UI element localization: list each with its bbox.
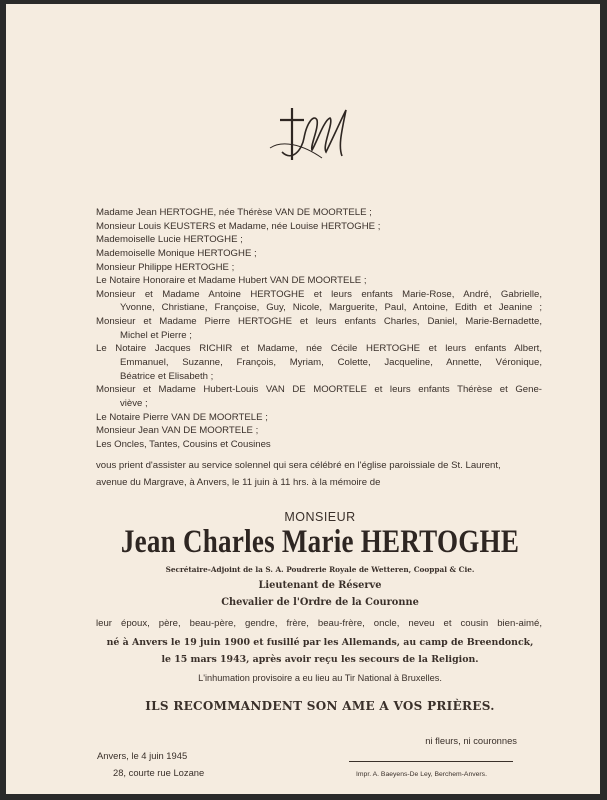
family-line: Les Oncles, Tantes, Cousins et Cousines [96,438,271,450]
honorific: MONSIEUR [284,510,356,524]
family-line: Monsieur et Madame Hubert-Louis VAN DE MOORTELE et leurs enfants Thérèse et Gene- [96,384,542,396]
invitation-line: avenue du Margrave, à Anvers, le 11 juin à 11 hrs. à la mémoire de [96,477,381,488]
family-line: Monsieur Louis KEUSTERS et Madame, née Louise HERTOGHE ; [96,220,381,232]
deceased-name: Jean Charles Marie HERTOGHE [120,524,520,560]
family-line: Le Notaire Honoraire et Madame Hubert VAN DE MOORTELE ; [96,275,367,287]
invitation-line: vous prient d'assister au service solennel qui sera célébré en l'église paroissiale de St. Laurent, [96,460,501,471]
family-line: Mademoiselle Lucie HERTOGHE ; [96,234,243,246]
cross-monogram-icon [262,100,352,170]
family-line: Monsieur et Madame Antoine HERTOGHE et leurs enfants Marie-Rose, André, Gabrielle, [96,288,542,300]
family-line: Béatrice et Elisabeth ; [120,370,214,382]
burial-line: L'inhumation provisoire a eu lieu au Tir National à Bruxelles. [198,673,442,683]
no-flowers-note: ni fleurs, ni couronnes [425,735,517,746]
family-line: Monsieur et Madame Pierre HERTOGHE et leurs enfants Charles, Daniel, Marie-Bernadette, [96,316,542,328]
family-line: Monsieur Philippe HERTOGHE ; [96,261,235,273]
family-line: Emmanuel, Suzanne, François, Myriam, Colette, Jacqueline, Annette, Véronique, [120,357,542,369]
family-line: Michel et Pierre ; [120,329,192,341]
date-line: Anvers, le 4 juin 1945 [97,750,188,761]
printer-credit: Impr. A. Baeyens-De Ley, Berchem-Anvers. [356,771,487,778]
family-line: Le Notaire Jacques RICHIR et Madame, née Cécile HERTOGHE et leurs enfants Albert, [96,343,542,355]
death-line: le 15 mars 1943, après avoir reçu les secours de la Religion. [161,654,479,665]
relation-line: leur époux, père, beau-père, gendre, frère, beau-frère, oncle, neveu et cousin bien-aimé, [96,618,542,629]
divider [349,761,513,762]
invitation [96,457,542,491]
family-line: Yvonne, Christiane, Françoise, Guy, Nicole, Marguerite, Paul, Antoine, Edith et Jeanine ; [120,302,542,314]
family-line: Le Notaire Pierre VAN DE MOORTELE ; [96,411,268,423]
deceased-honour: Chevalier de l'Ordre de la Couronne [221,597,419,608]
family-line: Monsieur Jean VAN DE MOORTELE ; [96,425,259,437]
prayer-line: ILS RECOMMANDENT SON AME A VOS PRIÈRES. [145,699,495,713]
birth-line: né à Anvers le 19 juin 1900 et fusillé par les Allemands, au camp de Breendonck, [106,637,534,648]
family-line: viève ; [120,397,148,409]
family-list [96,206,542,452]
address-line: 28, courte rue Lozane [113,767,205,778]
deceased-title: Secrétaire-Adjoint de la S. A. Poudrerie Royale de Wetteren, Cooppal & Cie. [165,565,475,574]
family-line: Madame Jean HERTOGHE, née Thérèse VAN DE MOORTELE ; [96,207,372,218]
family-line: Mademoiselle Monique HERTOGHE ; [96,247,257,259]
deceased-rank: Lieutenant de Réserve [258,580,382,591]
